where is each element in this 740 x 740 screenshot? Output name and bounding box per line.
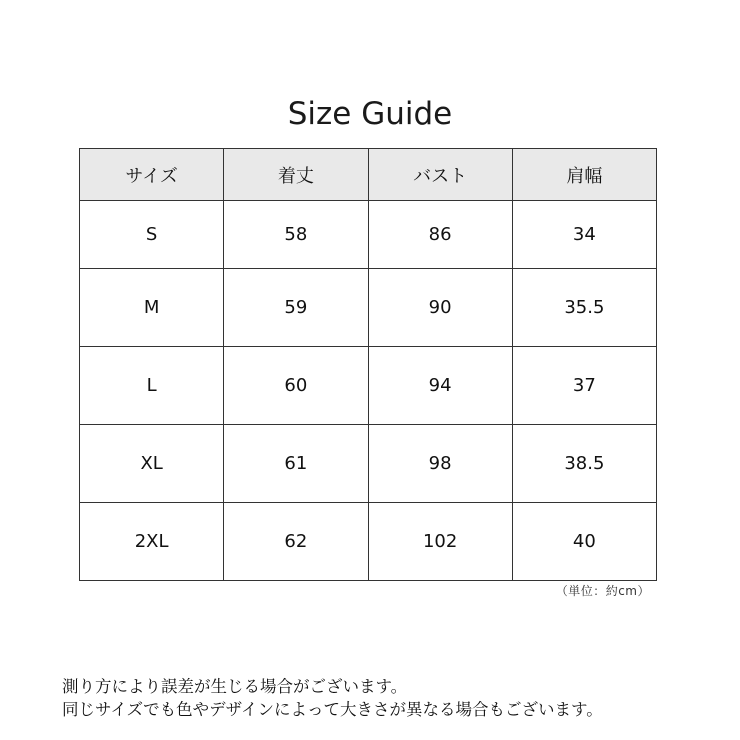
table-row xyxy=(80,503,657,581)
table-row xyxy=(80,425,657,503)
note-measurement-error: 測り方により誤差が生じる場合がございます。 xyxy=(62,677,408,696)
cell-length: 59 xyxy=(224,269,368,347)
unit-note: （単位：約cm） xyxy=(555,584,650,598)
cell-shoulder-width: 40 xyxy=(512,503,656,581)
cell-bust: 102 xyxy=(368,503,512,581)
cell-shoulder-width: 37 xyxy=(512,347,656,425)
header-shoulder-width: 肩幅 xyxy=(512,149,656,201)
header-size: サイズ xyxy=(80,149,224,201)
table-row xyxy=(80,201,657,269)
cell-bust: 94 xyxy=(368,347,512,425)
cell-size: XL xyxy=(80,425,224,503)
cell-size: S xyxy=(80,201,224,269)
page-title: Size Guide xyxy=(287,96,453,132)
size-table xyxy=(79,148,657,581)
cell-shoulder-width: 34 xyxy=(512,201,656,269)
cell-shoulder-width: 38.5 xyxy=(512,425,656,503)
cell-bust: 98 xyxy=(368,425,512,503)
header-length: 着丈 xyxy=(224,149,368,201)
cell-bust: 86 xyxy=(368,201,512,269)
cell-length: 60 xyxy=(224,347,368,425)
cell-length: 58 xyxy=(224,201,368,269)
cell-size: 2XL xyxy=(80,503,224,581)
table-row xyxy=(80,347,657,425)
cell-size: M xyxy=(80,269,224,347)
notes xyxy=(62,675,732,721)
cell-size: L xyxy=(80,347,224,425)
cell-bust: 90 xyxy=(368,269,512,347)
table-header-row xyxy=(80,149,657,201)
table-row xyxy=(80,269,657,347)
cell-length: 61 xyxy=(224,425,368,503)
cell-length: 62 xyxy=(224,503,368,581)
header-bust: バスト xyxy=(368,149,512,201)
cell-shoulder-width: 35.5 xyxy=(512,269,656,347)
note-size-variance: 同じサイズでも色やデザインによって大きさが異なる場合もございます。 xyxy=(62,700,603,719)
